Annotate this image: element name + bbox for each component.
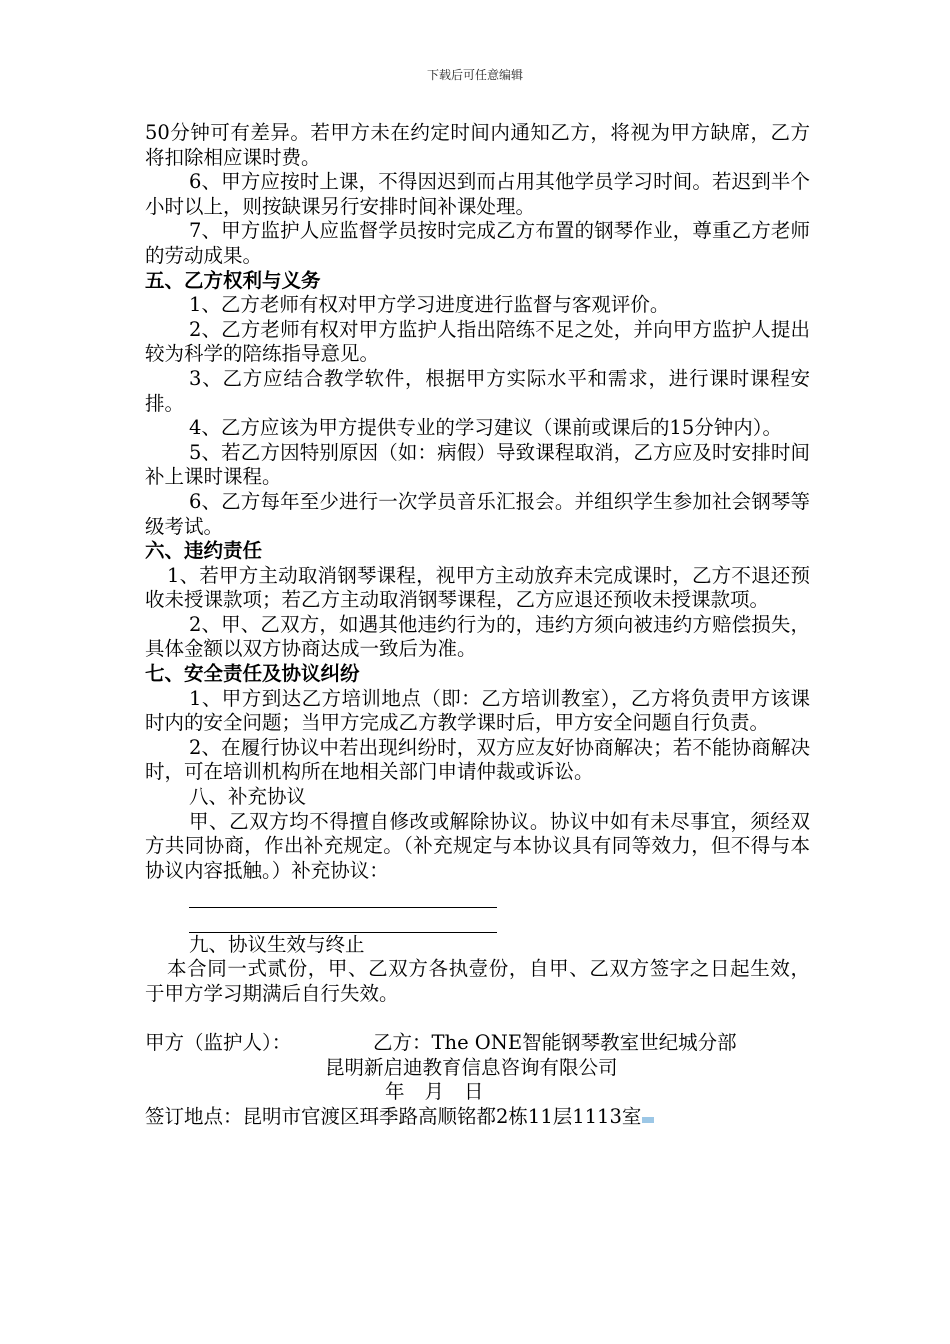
paragraph: 本合同一式贰份，甲、乙双方各执壹份，自甲、乙双方签字之日起生效，于甲方学习期满后自行失效。 (145, 957, 810, 1005)
paragraph: 5、若乙方因特别原因（如：病假）导致课程取消，乙方应及时安排时间补上课时课程。 (145, 440, 810, 489)
year-label: 年 (385, 1080, 405, 1104)
section-heading: 五、乙方权利与义务 (145, 268, 321, 292)
paragraph: 6、乙方每年至少进行一次学员音乐汇报会。并组织学生参加社会钢琴等级考试。 (145, 489, 810, 538)
day-label: 日 (464, 1080, 484, 1104)
paragraph: 甲、乙双方均不得擅自修改或解除协议。协议中如有未尽事宜，须经双方共同协商，作出补充规定。（补充规定与本协议具有同等效力，但不得与本协议内容抵触。）补充协议： (145, 809, 810, 882)
fill-in-line (189, 883, 497, 908)
paragraph: 7、甲方监护人应监督学员按时完成乙方布置的钢琴作业，尊重乙方老师的劳动成果。 (145, 219, 810, 267)
paragraph: 1、乙方老师有权对甲方学习进度进行监督与客观评价。 (189, 293, 670, 317)
paragraph: 2、在履行协议中若出现纠纷时，双方应友好协商解决；若不能协商解决时，可在培训机构所在地相关部门申请仲裁或诉讼。 (145, 735, 810, 784)
company-name: 昆明新启迪教育信息咨询有限公司 (325, 1055, 618, 1079)
text-cursor-mark (642, 1117, 654, 1123)
section-heading: 六、违约责任 (145, 539, 263, 563)
location-text: 签订地点：昆明市官渡区珥季路高顺铭都2栋11层1113室 (145, 1104, 642, 1128)
party-b-label: 乙方：The ONE智能钢琴教室世纪城分部 (373, 1030, 737, 1054)
document-body (145, 121, 810, 1129)
paragraph: 6、甲方应按时上课，不得因迟到而占用其他学员学习时间。若迟到半个小时以上，则按缺课另行安排时间补课处理。 (145, 170, 810, 218)
month-label: 月 (424, 1080, 445, 1104)
signing-location (145, 1105, 810, 1130)
party-a-label: 甲方（监护人）： (145, 1030, 292, 1054)
paragraph: 1、若甲方主动取消钢琴课程，视甲方主动放弃未完成课时，乙方不退还预收未授课款项；若乙方主动取消钢琴课程，乙方应退还预收未授课款项。 (145, 563, 810, 612)
section-heading-plain: 九、协议生效与终止 (189, 932, 365, 956)
spacer (145, 1006, 810, 1031)
section-heading-plain: 八、补充协议 (189, 785, 307, 809)
page-header-note: 下载后可任意编辑 (426, 68, 523, 82)
signing-date (145, 1080, 810, 1105)
paragraph: 1、甲方到达乙方培训地点（即：乙方培训教室），乙方将负责甲方该课时内的安全问题；当甲方完成乙方教学课时后，甲方安全问题自行负责。 (145, 686, 810, 735)
paragraph: 2、乙方老师有权对甲方监护人指出陪练不足之处，并向甲方监护人提出较为科学的陪练指导意见。 (145, 317, 810, 366)
section-heading: 七、安全责任及协议纠纷 (145, 662, 360, 686)
fill-in-line (189, 908, 497, 933)
signature-parties (145, 1031, 810, 1056)
paragraph: 4、乙方应该为甲方提供专业的学习建议（课前或课后的15分钟内）。 (189, 416, 782, 440)
paragraph: 50分钟可有差异。若甲方未在约定时间内通知乙方，将视为甲方缺席，乙方将扣除相应课时费。 (145, 121, 810, 169)
paragraph: 3、乙方应结合教学软件，根据甲方实际水平和需求，进行课时课程安排。 (145, 366, 810, 415)
paragraph: 2、甲、乙双方，如遇其他违约行为的，违约方须向被违约方赔偿损失，具体金额以双方协商达成一致后为准。 (145, 612, 810, 661)
